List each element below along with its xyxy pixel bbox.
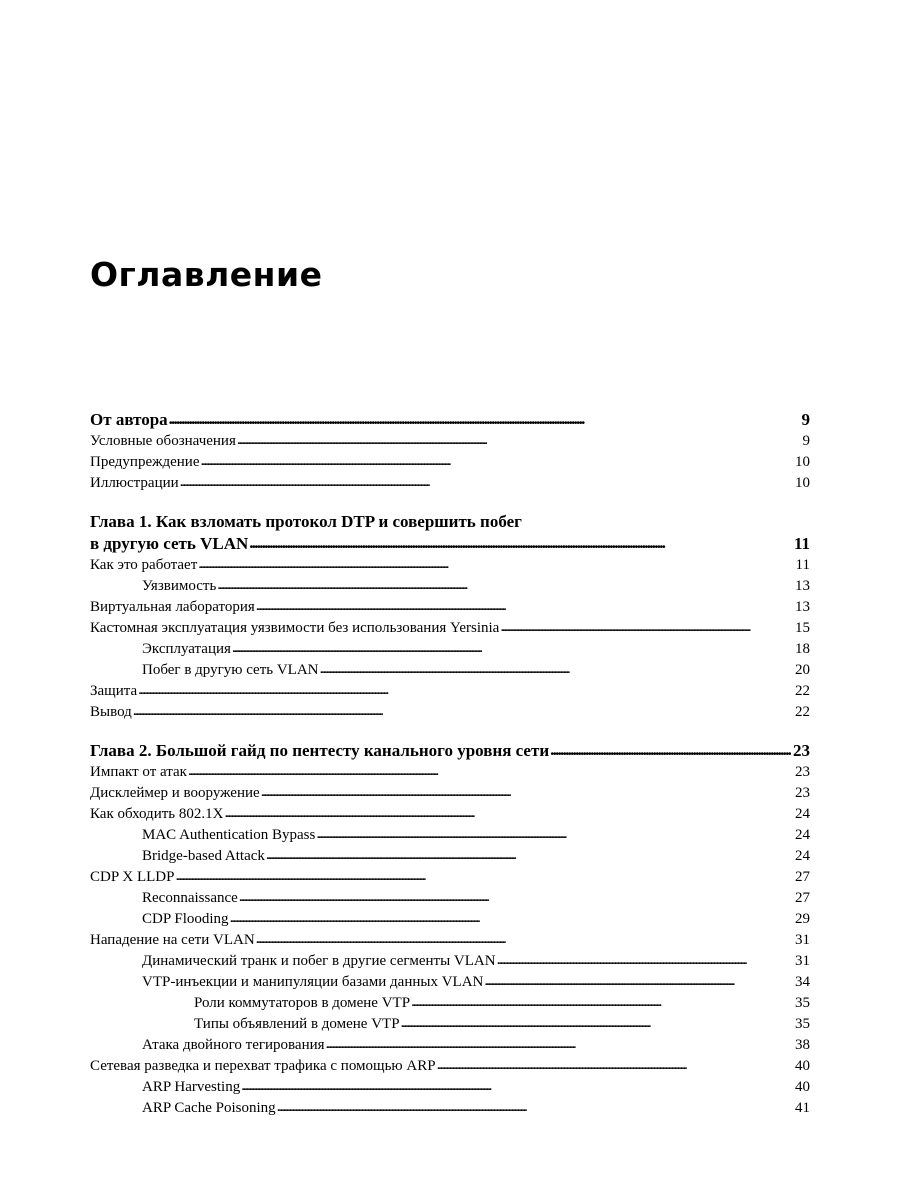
toc-entry-title: CDP Flooding <box>142 911 229 927</box>
toc-entry-page-number: 11 <box>793 534 810 553</box>
toc-entry-page-number: 35 <box>795 1016 810 1032</box>
toc-entry[interactable] <box>90 888 810 909</box>
toc-entry[interactable] <box>90 1014 810 1035</box>
toc-entry-page-number: 15 <box>795 620 810 636</box>
toc-entry[interactable] <box>90 930 810 951</box>
toc-entry-page-number: 13 <box>795 578 810 594</box>
toc-entry-title: Виртуальная лаборатория <box>90 599 255 615</box>
toc-entry[interactable] <box>90 909 810 930</box>
toc-entry-title: Сетевая разведка и перехват трафика с помощью ARP <box>90 1058 436 1074</box>
toc-entry[interactable] <box>90 846 810 867</box>
toc-entry-page-number: 40 <box>795 1058 810 1074</box>
toc-entry-title: Bridge-based Attack <box>142 848 265 864</box>
table-of-contents <box>90 409 810 1136</box>
toc-entry-page-number: 23 <box>795 785 810 801</box>
toc-entry-title: Reconnaissance <box>142 890 238 906</box>
toc-entry-title: Как это работает <box>90 557 198 573</box>
dot-leader <box>256 929 791 950</box>
toc-chapter-entry[interactable] <box>90 409 810 431</box>
toc-entry[interactable] <box>90 762 810 783</box>
toc-entry-title: Атака двойного тегирования <box>142 1037 325 1053</box>
dot-leader <box>277 1097 791 1118</box>
dot-leader <box>239 887 791 908</box>
dot-leader <box>198 554 791 575</box>
toc-entry-page-number: 38 <box>795 1037 810 1053</box>
toc-entry[interactable] <box>90 618 810 639</box>
toc-chapter-entry[interactable] <box>90 533 810 555</box>
toc-entry-title: Кастомная эксплуатация уязвимости без использования Yersinia <box>90 620 500 636</box>
toc-entry-page-number: 23 <box>793 741 810 760</box>
toc-section <box>90 409 810 494</box>
chapter-heading-line: Глава 1. Как взломать протокол DTP и совершить побег <box>90 512 522 531</box>
dot-leader <box>497 950 791 971</box>
toc-entry-title: ARP Harvesting <box>142 1079 241 1095</box>
dot-leader <box>316 824 791 845</box>
dot-leader <box>320 659 791 680</box>
toc-entry-title: CDP X LLDP <box>90 869 175 885</box>
toc-chapter-entry[interactable] <box>90 740 810 762</box>
dot-leader <box>249 532 791 554</box>
toc-entry-page-number: 23 <box>795 764 810 780</box>
toc-entry[interactable] <box>90 804 810 825</box>
dot-leader <box>138 680 791 701</box>
toc-entry-title: Как обходить 802.1X <box>90 806 224 822</box>
toc-entry[interactable] <box>90 783 810 804</box>
toc-entry-title: Динамический транк и побег в другие сегменты VLAN <box>142 953 496 969</box>
dot-leader <box>232 638 791 659</box>
toc-entry-title: Нападение на сети VLAN <box>90 932 255 948</box>
dot-leader <box>326 1034 791 1055</box>
toc-entry-page-number: 41 <box>795 1100 810 1116</box>
toc-entry[interactable] <box>90 597 810 618</box>
toc-entry-page-number: 31 <box>795 953 810 969</box>
toc-entry-page-number: 9 <box>802 433 810 449</box>
toc-entry-title: Предупреждение <box>90 454 200 470</box>
toc-entry[interactable] <box>90 431 810 452</box>
toc-entry[interactable] <box>90 867 810 888</box>
toc-entry-page-number: 40 <box>795 1079 810 1095</box>
toc-entry[interactable] <box>90 1077 810 1098</box>
dot-leader <box>411 992 791 1013</box>
toc-entry[interactable] <box>90 555 810 576</box>
toc-entry-title: Иллюстрации <box>90 475 179 491</box>
toc-entry-title: Типы объявлений в домене VTP <box>194 1016 400 1032</box>
toc-entry-title: VTP-инъекции и манипуляции базами данных VLAN <box>142 974 484 990</box>
toc-entry-page-number: 24 <box>795 827 810 843</box>
toc-entry[interactable] <box>90 702 810 723</box>
dot-leader <box>224 803 791 824</box>
toc-entry-page-number: 27 <box>795 869 810 885</box>
dot-leader <box>401 1013 791 1034</box>
toc-entry-title: Защита <box>90 683 138 699</box>
toc-entry-page-number: 13 <box>795 599 810 615</box>
toc-entry[interactable] <box>90 993 810 1014</box>
toc-entry-title: Импакт от атак <box>90 764 187 780</box>
toc-entry-title: Вывод <box>90 704 132 720</box>
dot-leader <box>237 430 791 451</box>
toc-entry[interactable] <box>90 951 810 972</box>
toc-entry[interactable] <box>90 452 810 473</box>
dot-leader <box>261 782 791 803</box>
toc-entry[interactable] <box>90 972 810 993</box>
dot-leader <box>500 617 791 638</box>
toc-entry-page-number: 31 <box>795 932 810 948</box>
toc-entry-title: MAC Authentication Bypass <box>142 827 316 843</box>
toc-entry-title: Побег в другую сеть VLAN <box>142 662 319 678</box>
toc-entry[interactable] <box>90 660 810 681</box>
dot-leader <box>550 739 791 761</box>
toc-entry[interactable] <box>90 639 810 660</box>
dot-leader <box>230 908 791 929</box>
toc-entry[interactable] <box>90 576 810 597</box>
dot-leader <box>241 1076 791 1097</box>
dot-leader <box>188 761 791 782</box>
toc-entry-title: Эксплуатация <box>142 641 231 657</box>
toc-entry-title: От автора <box>90 410 168 429</box>
toc-entry[interactable] <box>90 825 810 846</box>
toc-section <box>90 511 810 723</box>
dot-leader <box>200 451 791 472</box>
dot-leader <box>175 866 791 887</box>
toc-entry-page-number: 10 <box>795 454 810 470</box>
toc-entry[interactable] <box>90 473 810 494</box>
page-title: Оглавление <box>90 255 323 294</box>
toc-entry-page-number: 24 <box>795 806 810 822</box>
toc-entry-page-number: 35 <box>795 995 810 1011</box>
dot-leader <box>133 701 791 722</box>
toc-entry-page-number: 20 <box>795 662 810 678</box>
toc-entry-page-number: 10 <box>795 475 810 491</box>
dot-leader <box>437 1055 791 1076</box>
toc-entry-title: в другую сеть VLAN <box>90 534 249 553</box>
toc-entry-title: Роли коммутаторов в домене VTP <box>194 995 411 1011</box>
toc-entry[interactable] <box>90 1056 810 1077</box>
dot-leader <box>266 845 791 866</box>
toc-entry-page-number: 29 <box>795 911 810 927</box>
toc-entry-title: ARP Cache Poisoning <box>142 1100 276 1116</box>
dot-leader <box>217 575 791 596</box>
toc-entry[interactable] <box>90 1035 810 1056</box>
toc-entry-page-number: 9 <box>801 410 810 429</box>
dot-leader <box>180 472 791 493</box>
toc-entry-title: Уязвимость <box>142 578 217 594</box>
dot-leader <box>484 971 791 992</box>
toc-entry-page-number: 22 <box>795 704 810 720</box>
toc-entry-page-number: 11 <box>795 557 810 573</box>
toc-entry-title: Условные обозначения <box>90 433 236 449</box>
dot-leader <box>169 408 791 430</box>
toc-entry[interactable] <box>90 681 810 702</box>
dot-leader <box>256 596 791 617</box>
toc-entry-page-number: 18 <box>795 641 810 657</box>
toc-entry-page-number: 22 <box>795 683 810 699</box>
toc-section <box>90 740 810 1119</box>
toc-entry-page-number: 27 <box>795 890 810 906</box>
toc-entry-title: Дисклеймер и вооружение <box>90 785 260 801</box>
toc-entry-page-number: 24 <box>795 848 810 864</box>
toc-entry-title: Глава 2. Большой гайд по пентесту канального уровня сети <box>90 741 550 760</box>
toc-entry[interactable] <box>90 1098 810 1119</box>
toc-entry-page-number: 34 <box>795 974 810 990</box>
